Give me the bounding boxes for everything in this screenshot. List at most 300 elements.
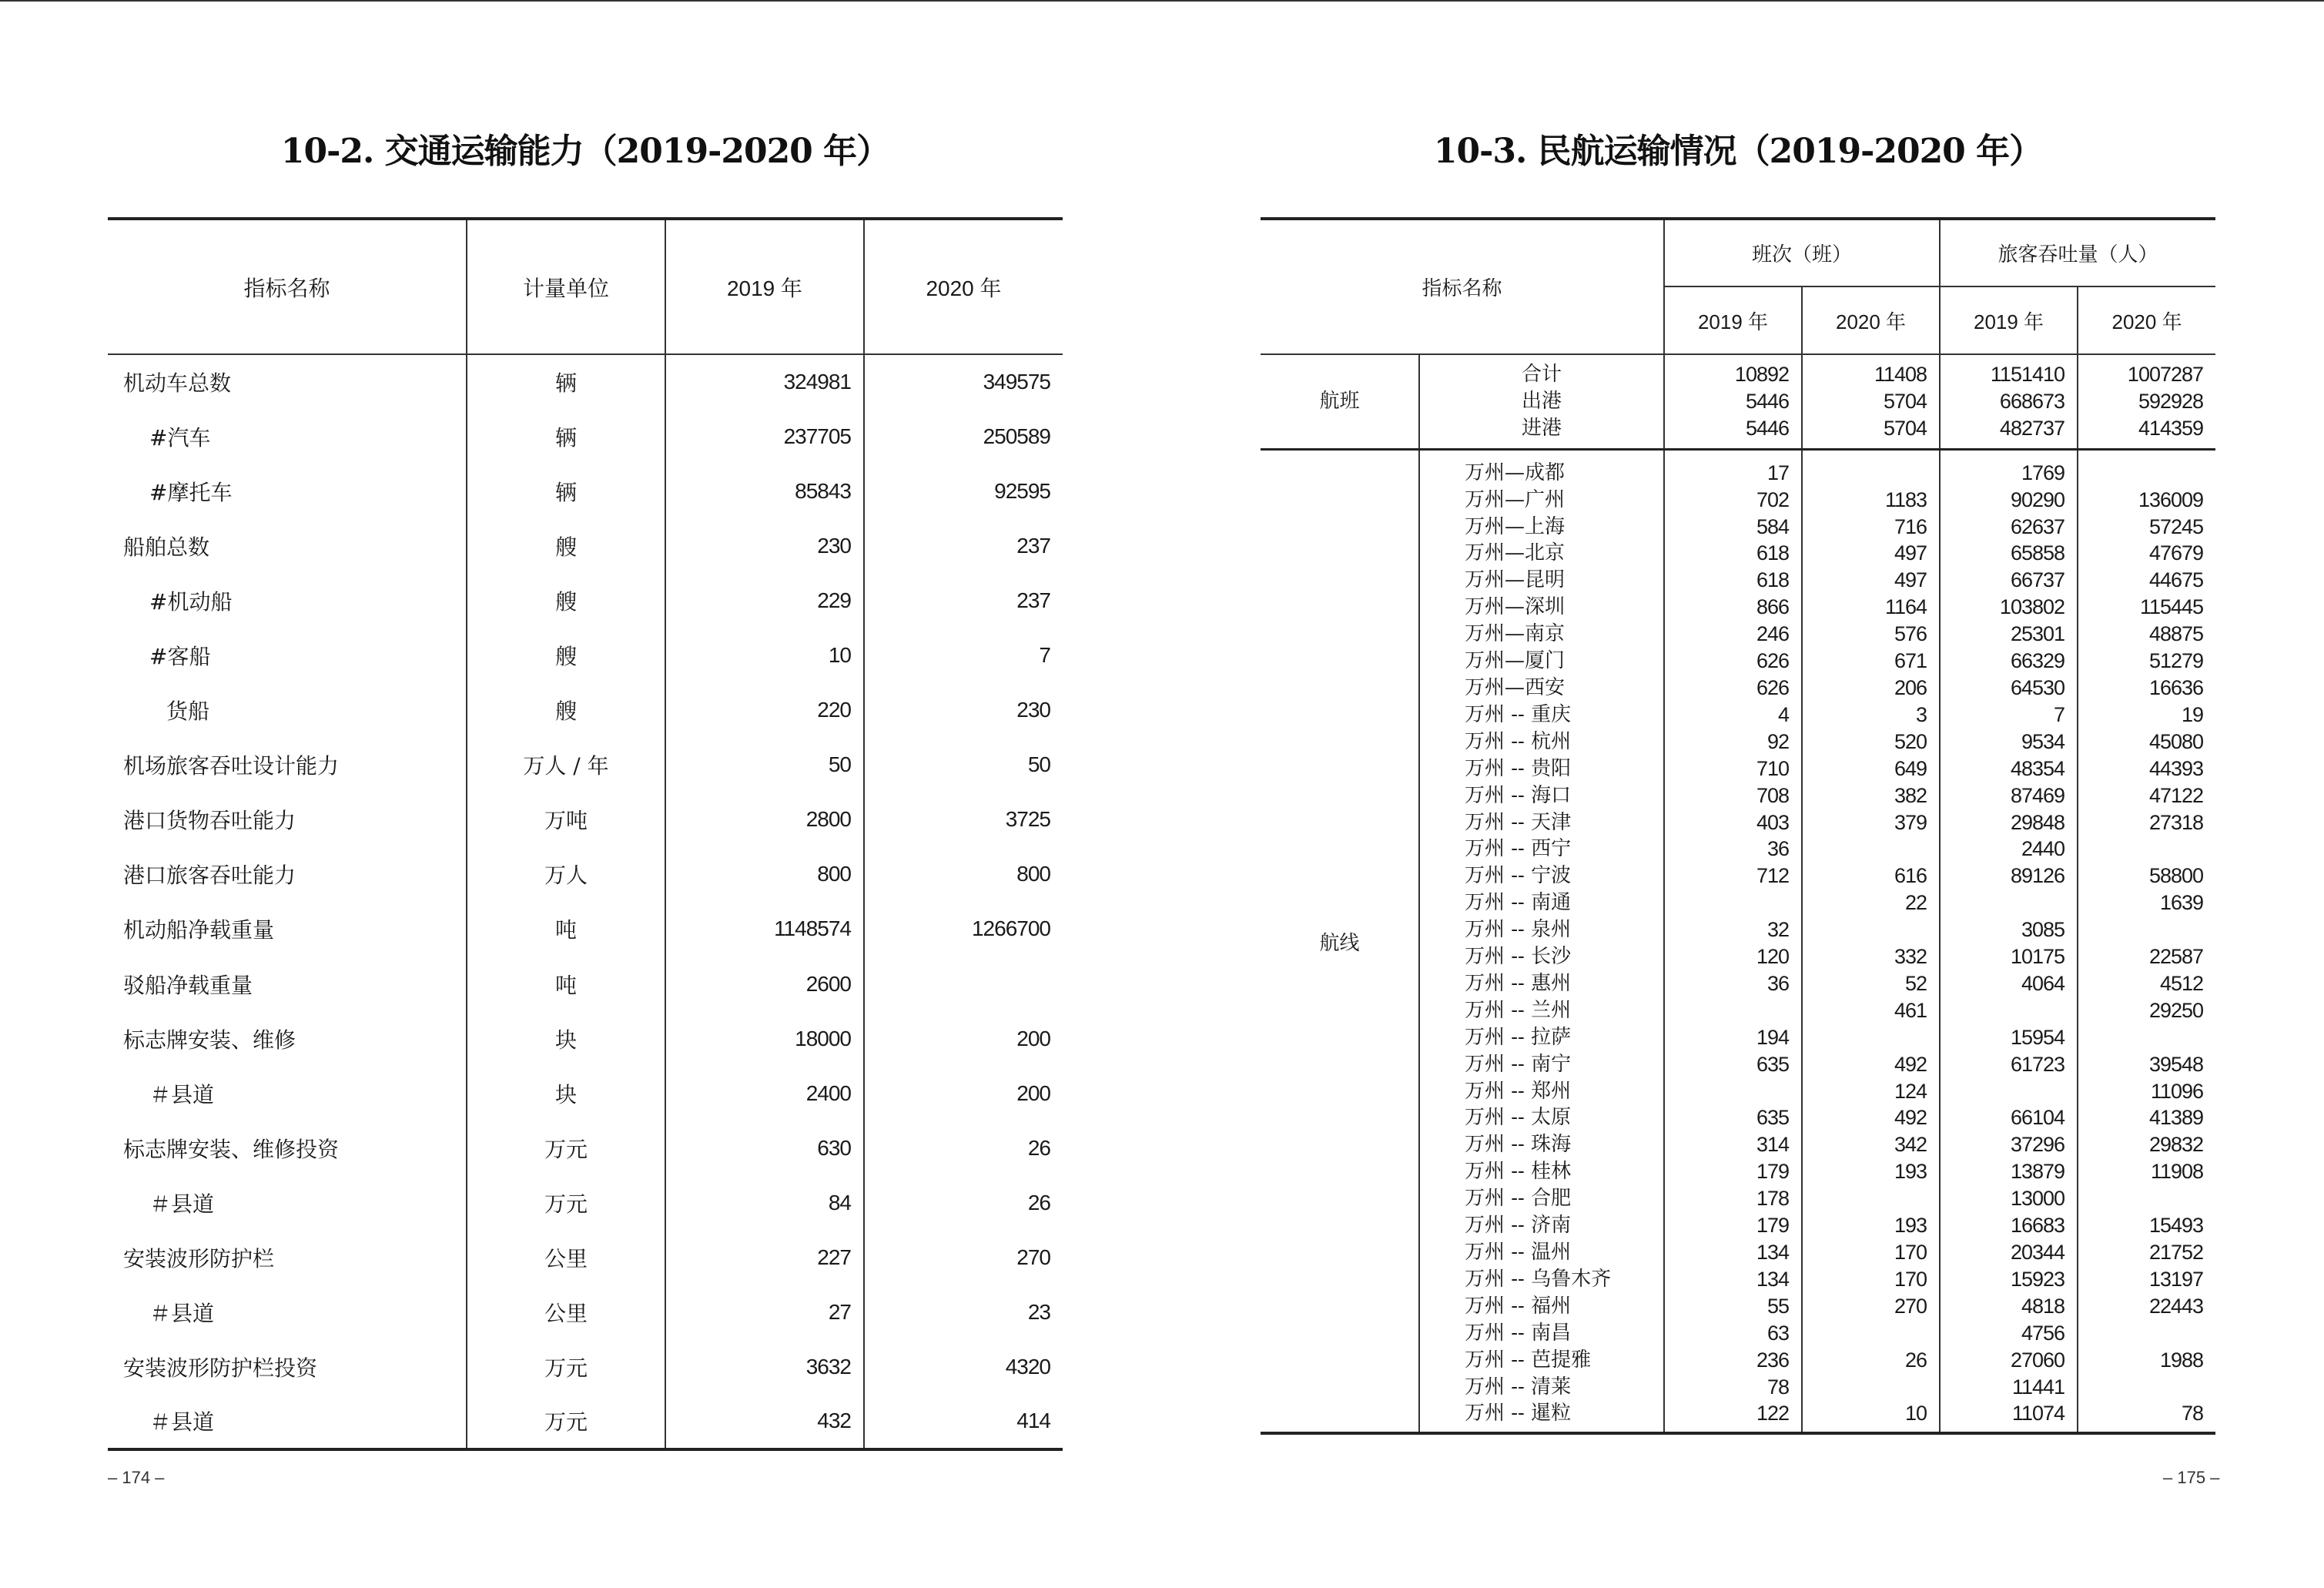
flight-f2020: [1802, 354, 1940, 449]
cell-line: 36: [1766, 971, 1790, 995]
unit-cell: 万元: [467, 1175, 665, 1230]
cell-line: 万州 -- 芭提雅: [1465, 1348, 1592, 1372]
value-2019: 237705: [665, 409, 864, 464]
cell-line: 702: [1756, 487, 1790, 511]
value-2020: 270: [864, 1231, 1063, 1285]
cell-line: 314: [1756, 1133, 1790, 1157]
flight-p2019: [1940, 354, 2078, 449]
indicator-name: 安装波形防护栏投资: [123, 1355, 318, 1382]
cell-line: 4818: [2021, 1294, 2065, 1318]
cell-line: 万州 -- 南通: [1465, 891, 1572, 915]
transport-capacity-table: [108, 217, 1063, 1451]
cell-line: 万州 -- 杭州: [1465, 729, 1572, 753]
unit-cell: 辆: [467, 464, 665, 518]
flight-summary-row: [1261, 354, 2215, 449]
header-name: 指标名称: [108, 219, 467, 354]
cell-line: 出港: [1522, 389, 1562, 413]
unit-cell: 艘: [467, 683, 665, 738]
table-row: [108, 738, 1063, 792]
cell-line: 379: [1894, 810, 1927, 834]
cell-line: 671: [1894, 649, 1927, 673]
cell-line: [2078, 916, 2203, 943]
cell-line: 2440: [2021, 837, 2065, 861]
unit-cell: 公里: [467, 1231, 665, 1285]
value-2019: 10: [665, 628, 864, 682]
cell-line: 万州 -- 济南: [1465, 1214, 1572, 1238]
cell-line: 492: [1894, 1106, 1927, 1130]
cell-line: 万州 -- 乌鲁木齐: [1465, 1267, 1612, 1291]
value-2020: 200: [864, 1066, 1063, 1121]
indicator-name: 标志牌安装、维修: [123, 1027, 296, 1053]
cell-line: 1639: [2159, 891, 2204, 915]
table-row: [108, 409, 1063, 464]
cell-line: 87469: [2010, 783, 2065, 807]
cell-line: 17: [1766, 461, 1790, 484]
cell-line: 万州 -- 泉州: [1465, 918, 1572, 942]
cell-line: 382: [1894, 783, 1927, 807]
cell-line: 26: [1904, 1348, 1927, 1372]
cell-line: 13000: [2010, 1187, 2065, 1211]
route-p2019: [1940, 449, 2078, 1433]
cell-line: 4512: [2159, 971, 2204, 995]
cell-line: 15954: [2010, 1025, 2065, 1049]
value-2020: [864, 956, 1063, 1011]
cell-line: 403: [1756, 810, 1790, 834]
cell-line: 63: [1766, 1321, 1790, 1345]
cell-line: 7: [2054, 702, 2065, 726]
cell-line: [1803, 1320, 1927, 1347]
cell-line: 866: [1756, 595, 1790, 619]
cell-line: 万州—南京: [1465, 622, 1566, 646]
cell-line: 11908: [2150, 1160, 2204, 1184]
cell-line: [2078, 836, 2203, 863]
cell-line: 15493: [2148, 1214, 2204, 1238]
unit-cell: 万元: [467, 1395, 665, 1449]
cell-line: 52: [1904, 971, 1927, 995]
cell-line: 11074: [2011, 1402, 2065, 1426]
cell-line: 5446: [1745, 416, 1790, 440]
cell-line: 649: [1894, 756, 1927, 780]
indicator-name: 船舶总数: [123, 534, 210, 560]
route-group-label: 航线: [1261, 449, 1419, 1433]
cell-line: [1941, 889, 2064, 916]
cell-line: 万州 -- 桂林: [1465, 1160, 1572, 1184]
cell-line: 492: [1894, 1052, 1927, 1076]
table-row: [108, 573, 1063, 628]
cell-line: 179: [1756, 1214, 1790, 1238]
cell-line: [2078, 1374, 2203, 1401]
value-2019: 18000: [665, 1011, 864, 1066]
cell-line: 39548: [2148, 1052, 2204, 1076]
value-2020: 7: [864, 628, 1063, 682]
cell-line: 进港: [1522, 416, 1562, 440]
cell-line: 45080: [2148, 729, 2204, 753]
value-2019: 230: [665, 518, 864, 573]
cell-line: 5704: [1883, 389, 1927, 413]
cell-line: 497: [1894, 541, 1927, 565]
cell-line: 万州—西安: [1465, 675, 1566, 699]
value-2020: 200: [864, 1011, 1063, 1066]
cell-line: 170: [1894, 1241, 1927, 1264]
cell-line: 134: [1756, 1241, 1790, 1264]
cell-line: 万州 -- 西宁: [1465, 837, 1572, 861]
value-2019: 3632: [665, 1340, 864, 1395]
header-flights-2019: 2019 年: [1664, 286, 1802, 354]
cell-line: 124: [1894, 1079, 1927, 1103]
cell-line: 635: [1756, 1106, 1790, 1130]
cell-line: 710: [1756, 756, 1790, 780]
cell-line: 合计: [1522, 363, 1562, 386]
cell-line: 5446: [1745, 389, 1790, 413]
cell-line: 11096: [2150, 1079, 2204, 1103]
cell-line: 78: [1766, 1375, 1790, 1399]
unit-cell: 艘: [467, 628, 665, 682]
cell-line: 13197: [2148, 1267, 2204, 1291]
flight-p2020: [2078, 354, 2215, 449]
value-2019: 85843: [665, 464, 864, 518]
cell-line: 179: [1756, 1160, 1790, 1184]
value-2019: 2400: [665, 1066, 864, 1121]
value-2019: 220: [665, 683, 864, 738]
cell-line: 22443: [2148, 1294, 2204, 1318]
cell-line: 万州 -- 福州: [1465, 1294, 1572, 1318]
table-row: [108, 1231, 1063, 1285]
cell-line: 27060: [2010, 1348, 2065, 1372]
indicator-name: 标志牌安装、维修投资: [123, 1136, 340, 1162]
cell-line: 51279: [2148, 649, 2204, 673]
cell-line: 22587: [2148, 945, 2204, 969]
table-row: [108, 956, 1063, 1011]
unit-cell: 万元: [467, 1340, 665, 1395]
cell-line: 48354: [2010, 756, 2065, 780]
header-passengers-2020: 2020 年: [2078, 286, 2215, 354]
value-2020: 237: [864, 518, 1063, 573]
page-number: – 175 –: [2163, 1468, 2220, 1487]
header-passengers: 旅客吞吐量（人）: [1940, 219, 2215, 286]
cell-line: 27318: [2148, 810, 2204, 834]
cell-line: 193: [1894, 1160, 1927, 1184]
cell-line: 1183: [1884, 487, 1927, 511]
route-f2019: [1664, 449, 1802, 1433]
cell-line: 64530: [2010, 675, 2065, 699]
cell-line: 618: [1756, 568, 1790, 592]
cell-line: [1803, 1024, 1927, 1051]
cell-line: 90290: [2010, 487, 2065, 511]
cell-line: 万州 -- 清莱: [1465, 1375, 1572, 1399]
value-2020: 23: [864, 1285, 1063, 1340]
cell-line: 37296: [2010, 1133, 2065, 1157]
cell-line: 497: [1894, 568, 1927, 592]
cell-line: 92: [1766, 729, 1790, 753]
cell-line: 136009: [2138, 487, 2204, 511]
value-2020: 1266700: [864, 902, 1063, 956]
cell-line: [1803, 460, 1927, 487]
cell-line: [2078, 1320, 2203, 1347]
cell-line: 3085: [2021, 918, 2065, 942]
header-unit: 计量单位: [467, 219, 665, 354]
cell-line: 57245: [2148, 514, 2204, 538]
cell-line: 4: [1777, 702, 1790, 726]
unit-cell: 块: [467, 1066, 665, 1121]
indicator-name: ＃县道: [149, 1081, 215, 1107]
cell-line: 万州—厦门: [1465, 649, 1566, 673]
value-2020: 92595: [864, 464, 1063, 518]
cell-line: 66329: [2010, 649, 2065, 673]
cell-line: 15923: [2010, 1267, 2065, 1291]
indicator-name: ＃县道: [108, 1395, 467, 1449]
cell-line: 78: [2182, 1402, 2204, 1426]
cell-line: 626: [1756, 675, 1790, 699]
cell-line: 115445: [2139, 595, 2204, 619]
cell-line: 万州 -- 温州: [1465, 1241, 1572, 1264]
cell-line: 134: [1756, 1267, 1790, 1291]
value-2020: 3725: [864, 792, 1063, 847]
unit-cell: 吨: [467, 902, 665, 956]
cell-line: 47122: [2148, 783, 2204, 807]
value-2019: 1148574: [665, 902, 864, 956]
cell-line: 716: [1894, 514, 1927, 538]
cell-line: 170: [1894, 1267, 1927, 1291]
cell-line: [1803, 836, 1927, 863]
indicator-name: 机动船净载重量: [123, 917, 275, 943]
cell-line: 1151410: [1990, 363, 2065, 386]
unit-cell: 万人 / 年: [467, 738, 665, 792]
cell-line: 万州—成都: [1465, 461, 1566, 484]
cell-line: 236: [1756, 1348, 1790, 1372]
cell-line: 41389: [2148, 1106, 2204, 1130]
table-row: [108, 464, 1063, 518]
cell-line: 61723: [2010, 1052, 2065, 1076]
cell-line: 206: [1894, 675, 1927, 699]
table-row: [108, 1340, 1063, 1395]
unit-cell: 辆: [467, 409, 665, 464]
indicator-name: 港口货物吞吐能力: [123, 808, 296, 834]
table-row: [108, 847, 1063, 902]
cell-line: 3: [1916, 702, 1927, 726]
value-2020: 250589: [864, 409, 1063, 464]
cell-line: 16636: [2148, 675, 2204, 699]
cell-line: 520: [1894, 729, 1927, 753]
route-labels: [1419, 449, 1664, 1433]
cell-line: 万州 -- 合肥: [1465, 1187, 1572, 1211]
value-2020: 237: [864, 573, 1063, 628]
cell-line: 1988: [2159, 1348, 2204, 1372]
cell-line: 万州 -- 惠州: [1465, 971, 1572, 995]
cell-line: 461: [1894, 998, 1927, 1022]
cell-line: 29832: [2148, 1133, 2204, 1157]
header-name: 指标名称: [1261, 219, 1664, 354]
value-2019: 84: [665, 1175, 864, 1230]
cell-line: 11408: [1874, 363, 1927, 386]
cell-line: 9534: [2021, 729, 2065, 753]
cell-line: 5704: [1883, 416, 1927, 440]
value-2020: 230: [864, 683, 1063, 738]
route-p2020: [2078, 449, 2215, 1433]
value-2020: 414: [864, 1395, 1063, 1449]
table-row: [108, 354, 1063, 409]
flight-labels: [1419, 354, 1664, 449]
value-2019: 27: [665, 1285, 864, 1340]
header-passengers-2019: 2019 年: [1940, 286, 2078, 354]
cell-line: 193: [1894, 1214, 1927, 1238]
cell-line: 576: [1894, 622, 1927, 646]
cell-line: 58800: [2148, 864, 2204, 888]
cell-line: 万州 -- 长沙: [1465, 945, 1572, 969]
unit-cell: 万元: [467, 1121, 665, 1175]
cell-line: 592928: [2138, 389, 2204, 413]
cell-line: 616: [1894, 864, 1927, 888]
indicator-name: 安装波形防护栏: [123, 1246, 275, 1272]
cell-line: [1665, 889, 1789, 916]
cell-line: 万州—北京: [1465, 541, 1566, 565]
value-2019: 227: [665, 1231, 864, 1285]
unit-cell: 万吨: [467, 792, 665, 847]
cell-line: 1769: [2021, 461, 2065, 484]
cell-line: 万州 -- 郑州: [1465, 1079, 1572, 1103]
indicator-name: ＃县道: [149, 1301, 215, 1327]
cell-line: [2078, 460, 2203, 487]
cell-line: 万州 -- 南宁: [1465, 1052, 1572, 1076]
cell-line: [1665, 1078, 1789, 1105]
cell-line: 712: [1756, 864, 1790, 888]
cell-line: 1164: [1884, 595, 1927, 619]
table-row: [108, 1285, 1063, 1340]
route-rows: [1261, 449, 2215, 1433]
cell-line: 16683: [2010, 1214, 2065, 1238]
unit-cell: 公里: [467, 1285, 665, 1340]
cell-line: 44393: [2148, 756, 2204, 780]
value-2019: 324981: [665, 354, 864, 409]
cell-line: 万州 -- 天津: [1465, 810, 1572, 834]
cell-line: 4756: [2021, 1321, 2065, 1345]
cell-line: 626: [1756, 649, 1790, 673]
indicator-name: 机动车总数: [123, 370, 232, 397]
table-row: [108, 1011, 1063, 1066]
cell-line: [2078, 1185, 2203, 1212]
cell-line: 万州—昆明: [1465, 568, 1566, 592]
cell-line: 66104: [2010, 1106, 2065, 1130]
cell-line: 29848: [2010, 810, 2065, 834]
cell-line: 1007287: [2127, 363, 2204, 386]
value-2019: 630: [665, 1121, 864, 1175]
value-2020: 26: [864, 1175, 1063, 1230]
table-row: [108, 1395, 1063, 1449]
page-number: – 174 –: [108, 1468, 165, 1487]
indicator-name: #摩托车: [149, 479, 233, 505]
cell-line: 66737: [2010, 568, 2065, 592]
table-row: [108, 683, 1063, 738]
indicator-name: #汽车: [149, 424, 211, 451]
cell-line: 万州 -- 南昌: [1465, 1321, 1572, 1345]
civil-aviation-table: [1261, 217, 2215, 1435]
cell-line: 270: [1894, 1294, 1927, 1318]
unit-cell: 块: [467, 1011, 665, 1066]
cell-line: 22: [1904, 891, 1927, 915]
value-2019: 50: [665, 738, 864, 792]
unit-cell: 吨: [467, 956, 665, 1011]
cell-line: 414359: [2138, 416, 2204, 440]
cell-line: 10: [1904, 1402, 1927, 1426]
cell-line: 13879: [2010, 1160, 2065, 1184]
indicator-name: 港口旅客吞吐能力: [123, 863, 296, 889]
cell-line: 万州—广州: [1465, 487, 1566, 511]
cell-line: 21752: [2148, 1241, 2204, 1264]
indicator-name: #客船: [149, 644, 211, 670]
value-2020: 800: [864, 847, 1063, 902]
cell-line: 708: [1756, 783, 1790, 807]
cell-line: 246: [1756, 622, 1790, 646]
unit-cell: 万人: [467, 847, 665, 902]
cell-line: [1803, 1185, 1927, 1212]
cell-line: 万州 -- 海口: [1465, 783, 1572, 807]
cell-line: 万州 -- 兰州: [1465, 998, 1572, 1022]
cell-line: 万州 -- 重庆: [1465, 702, 1572, 726]
cell-line: 万州—上海: [1465, 514, 1566, 538]
cell-line: 万州 -- 宁波: [1465, 864, 1572, 888]
cell-line: [2078, 1024, 2203, 1051]
left-table-title: 10-2. 交通运输能力（2019-2020 年）: [280, 132, 890, 171]
unit-cell: 艘: [467, 573, 665, 628]
cell-line: [1803, 1374, 1927, 1401]
cell-line: 万州 -- 太原: [1465, 1106, 1572, 1130]
cell-line: 万州—深圳: [1465, 595, 1566, 619]
cell-line: 4064: [2021, 971, 2065, 995]
cell-line: [1941, 997, 2064, 1024]
cell-line: 194: [1756, 1025, 1790, 1049]
header-flights-2020: 2020 年: [1802, 286, 1940, 354]
indicator-name: 货船: [166, 699, 210, 725]
cell-line: 11441: [2011, 1375, 2065, 1399]
header-2019: 2019 年: [665, 219, 864, 354]
cell-line: 62637: [2010, 514, 2065, 538]
value-2020: 349575: [864, 354, 1063, 409]
indicator-name: ＃县道: [149, 1191, 215, 1217]
unit-cell: 艘: [467, 518, 665, 573]
cell-line: 20344: [2010, 1241, 2065, 1264]
right-table-title: 10-3. 民航运输情况（2019-2020 年）: [1433, 132, 2043, 171]
cell-line: 120: [1756, 945, 1790, 969]
cell-line: 32: [1766, 918, 1790, 942]
route-f2020: [1802, 449, 1940, 1433]
cell-line: 668673: [1999, 389, 2065, 413]
cell-line: [1803, 916, 1927, 943]
header-2020: 2020 年: [864, 219, 1063, 354]
table-row: [108, 902, 1063, 956]
cell-line: 178: [1756, 1187, 1790, 1211]
value-2019: 229: [665, 573, 864, 628]
table-header-row: [108, 219, 1063, 354]
cell-line: [1941, 1078, 2064, 1105]
cell-line: 618: [1756, 541, 1790, 565]
cell-line: 47679: [2148, 541, 2204, 565]
table-row: [108, 628, 1063, 682]
value-2019: 2800: [665, 792, 864, 847]
indicator-name: 机场旅客吞吐设计能力: [123, 753, 340, 779]
cell-line: 103802: [1999, 595, 2065, 619]
table-row: [108, 792, 1063, 847]
cell-line: 89126: [2010, 864, 2065, 888]
table-row: [108, 1066, 1063, 1121]
cell-line: 65858: [2010, 541, 2065, 565]
value-2019: 432: [665, 1395, 864, 1449]
cell-line: 万州 -- 珠海: [1465, 1133, 1572, 1157]
cell-line: 342: [1894, 1133, 1927, 1157]
cell-line: 10175: [2010, 945, 2065, 969]
unit-cell: 辆: [467, 354, 665, 409]
flight-group-label: 航班: [1261, 354, 1419, 449]
indicator-name: 驳船净载重量: [123, 972, 253, 998]
cell-line: 122: [1756, 1402, 1790, 1426]
